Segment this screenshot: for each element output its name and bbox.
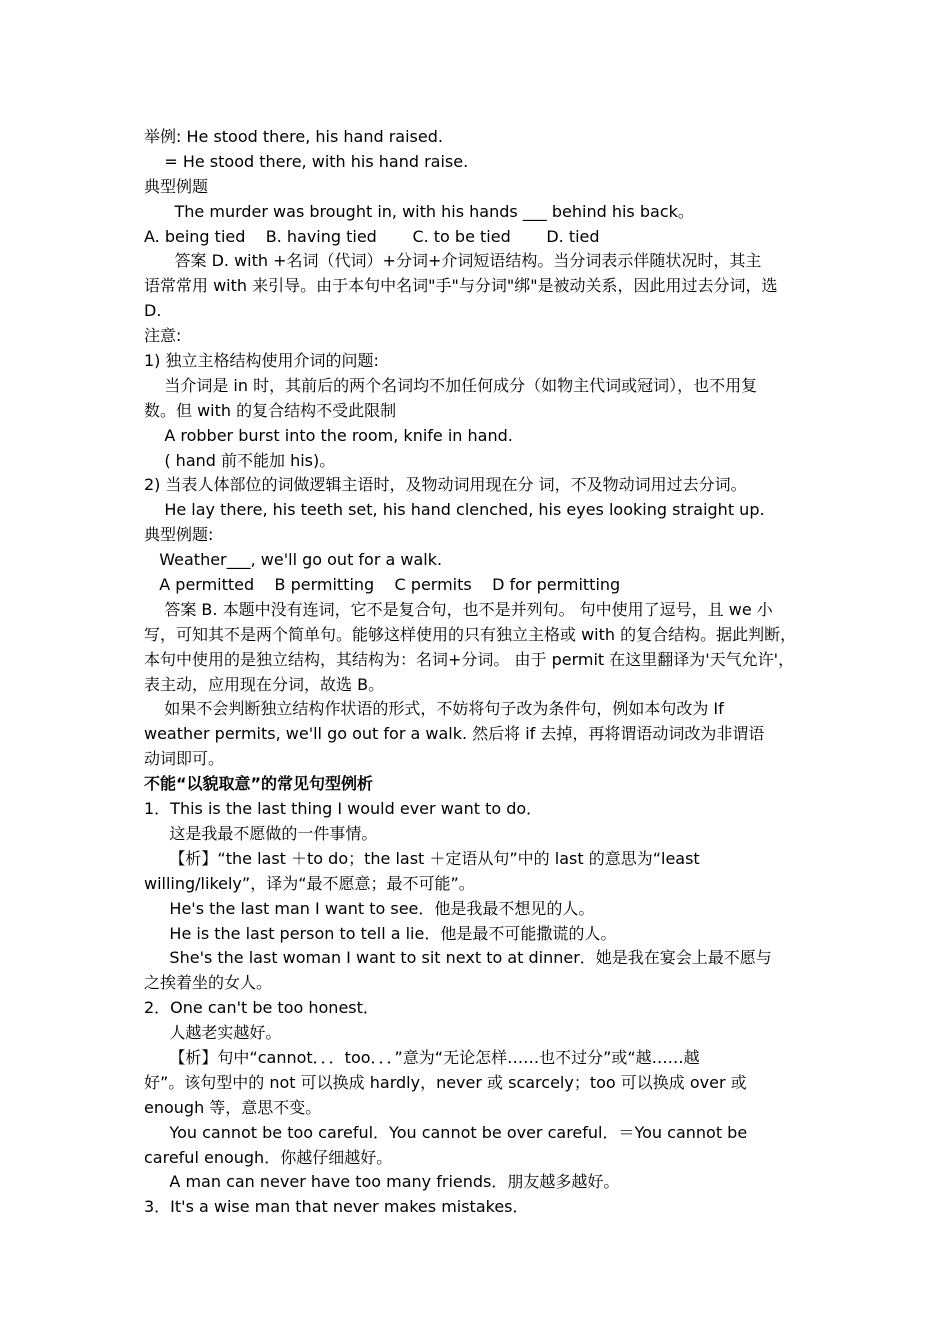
text-line: 答案 D. with +名词（代词）+分词+介词短语结构。当分词表示伴随状况时，其主: [144, 251, 762, 271]
text-line: The murder was brought in, with his hands ___ behind his back。: [144, 201, 694, 221]
text-line: He's the last man I want to see．他是我最不想见的人。: [144, 898, 595, 918]
document-page: [144, 125, 824, 1220]
text-line: A permitted B permitting C permits D for permitting: [144, 575, 621, 595]
text-line: 1) 独立主格结构使用介词的问题:: [144, 351, 379, 371]
text-line: 典型例题: [144, 176, 209, 196]
text-line: 【析】“the last ＋to do；the last ＋定语从句”中的 last 的意思为“least: [144, 848, 700, 868]
text-line: 注意:: [144, 326, 182, 346]
text-line: 好”。该句型中的 not 可以换成 hardly，never 或 scarcely；too 可以换成 over 或: [144, 1072, 747, 1092]
text-line: She's the last woman I want to sit next to at dinner．她是我在宴会上最不愿与: [144, 948, 772, 968]
text-line: 语常常用 with 来引导。由于本句中名词"手"与分词"绑"是被动关系，因此用过去分词，选: [144, 276, 778, 296]
text-line: weather permits, we'll go out for a walk. 然后将 if 去掉，再将谓语动词改为非谓语: [144, 724, 765, 744]
text-line: = He stood there, with his hand raise.: [144, 151, 469, 171]
text-line: 表主动，应用现在分词，故选 B。: [144, 674, 385, 694]
text-line: A. being tied B. having tied C. to be tied D. tied: [144, 226, 600, 246]
text-line: 1．This is the last thing I would ever want to do．: [144, 799, 543, 819]
text-line: 典型例题:: [144, 525, 214, 545]
text-line: 答案 B. 本题中没有连词，它不是复合句，也不是并列句。 句中使用了逗号，且 we 小: [144, 599, 773, 619]
text-line: careful enough．你越仔细越好。: [144, 1147, 393, 1167]
text-line: 动词即可。: [144, 749, 225, 769]
text-line: 2．One can't be too honest．: [144, 998, 379, 1018]
text-line: 3．It's a wise man that never makes mistakes．: [144, 1197, 529, 1217]
text-line: 2) 当表人体部位的词做逻辑主语时，及物动词用现在分 词，不及物动词用过去分词。: [144, 475, 747, 495]
text-line: willing/likely”，译为“最不愿意；最不可能”。: [144, 873, 475, 893]
text-line: He is the last person to tell a lie．他是最不可能撒谎的人。: [144, 923, 617, 943]
text-line: 之挨着坐的女人。: [144, 973, 273, 993]
text-line: 这是我最不愿做的一件事情。: [144, 823, 378, 843]
text-line: 本句中使用的是独立结构，其结构为：名词+分词。 由于 permit 在这里翻译为'天气允许'，: [144, 649, 795, 669]
text-line: 数。但 with 的复合结构不受此限制: [144, 400, 397, 420]
text-line: He lay there, his teeth set, his hand clenched, his eyes looking straight up.: [144, 500, 765, 520]
text-line: A robber burst into the room, knife in hand.: [144, 425, 513, 445]
text-line: D.: [144, 301, 162, 321]
text-line: Weather___, we'll go out for a walk.: [144, 550, 443, 570]
text-line: enough 等，意思不变。: [144, 1097, 322, 1117]
text-line: 举例: He stood there, his hand raised.: [144, 127, 443, 146]
text-line: ( hand 前不能加 his)。: [144, 450, 336, 470]
text-line: 人越老实越好。: [144, 1023, 282, 1043]
text-line: 如果不会判断独立结构作状语的形式，不妨将句子改为条件句，例如本句改为 If: [144, 699, 724, 719]
text-line: 当介词是 in 时，其前后的两个名词均不加任何成分（如物主代词或冠词），也不用复: [144, 375, 758, 395]
text-line: 写，可知其不是两个简单句。能够这样使用的只有独立主格或 with 的复合结构。据此判断，: [144, 624, 797, 644]
section-heading: 不能“以貌取意”的常见句型例析: [144, 774, 374, 794]
text-line: 【析】句中“cannot．．．too．．．”意为“无论怎样……也不过分”或“越……越: [144, 1047, 700, 1067]
text-line: A man can never have too many friends．朋友越多越好。: [144, 1172, 620, 1192]
text-line: You cannot be too careful．You cannot be over careful．＝You cannot be: [144, 1122, 748, 1142]
